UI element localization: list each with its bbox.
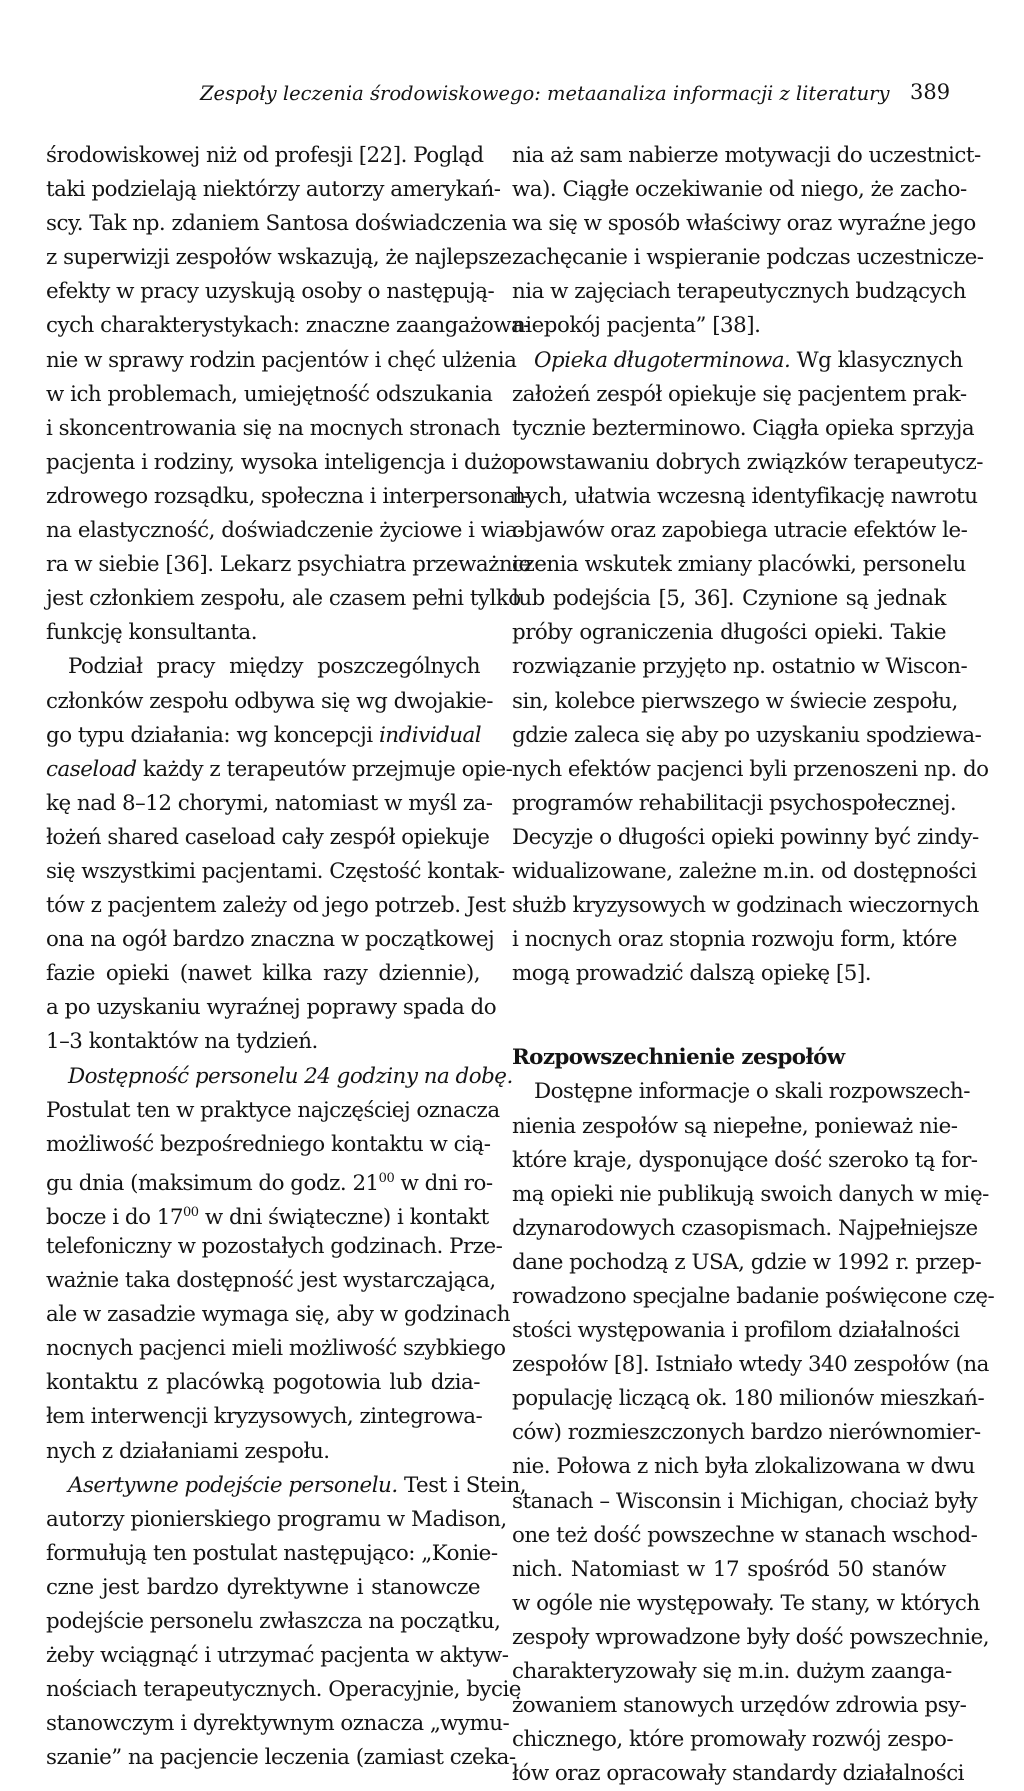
- text-line: stanowczym i dyrektywnym oznacza „wymu-: [46, 1711, 510, 1737]
- text-line: [46, 1469, 527, 1503]
- text-line: dane pochodzą z USA, gdzie w 1992 r. przep-: [512, 1249, 982, 1275]
- text-line: nia aż sam nabierze motywacji do uczestnict-: [512, 143, 981, 168]
- page-number: 389: [910, 80, 951, 104]
- superscript: 00: [378, 1170, 395, 1186]
- text-line: łożeń shared caseload cały zespół opiekuje: [46, 824, 490, 850]
- text-fragment: w dni świąteczne) i kontakt: [198, 1205, 489, 1231]
- text-line: rowadzono specjalne badanie poświęcone czę-: [512, 1284, 995, 1309]
- text-line: [46, 753, 513, 787]
- italic-subheading: Opieka długoterminowa.: [534, 347, 791, 373]
- superscript: 00: [183, 1204, 199, 1220]
- text-line: autorzy pionierskiego programu w Madison,: [46, 1506, 507, 1532]
- text-line: rozwiązanie przyjęto np. ostatnio w Wiscon-: [512, 654, 968, 680]
- text-line: objawów oraz zapobiega utracie efektów le-: [512, 518, 968, 544]
- section-spacer: [512, 991, 946, 1041]
- text-line: charakteryzowały się m.in. dużym zaanga-: [512, 1659, 952, 1685]
- text-line: jest członkiem zespołu, ale czasem pełni tylko: [46, 586, 521, 612]
- text-line: [512, 344, 963, 378]
- text-line: telefoniczny w pozostałych godzinach. Prze-: [46, 1234, 503, 1259]
- text-line: założeń zespół opiekuje się pacjentem prak-: [512, 381, 967, 407]
- text-line: formułują ten postulat następująco: „Konie-: [46, 1540, 498, 1566]
- text-line: sin, kolebce pierwszego w świecie zespołu,: [512, 688, 958, 714]
- text-line: ra w siebie [36]. Lekarz psychiatra przeważnie: [46, 552, 531, 578]
- text-line: kontaktu z placówką pogotowia lub dzia-: [46, 1370, 480, 1396]
- text-line: niepokój pacjenta” [38].: [512, 313, 761, 339]
- text-line: się wszystkimi pacjentami. Częstość kontak-: [46, 858, 505, 884]
- italic-subheading: Asertywne podejście personelu.: [68, 1472, 398, 1498]
- text-line: wa). Ciągłe oczekiwanie od niego, że zacho-: [512, 177, 967, 203]
- text-line: ale w zasadzie wymaga się, aby w godzinach: [46, 1302, 511, 1328]
- text-line: efekty w pracy uzyskują osoby o następują-: [46, 279, 495, 305]
- text-line: [46, 719, 480, 753]
- text-line: stości występowania i profilom działalności: [512, 1318, 960, 1344]
- text-line: łem interwencji kryzysowych, zintegrowa-: [46, 1404, 483, 1430]
- text-line: chicznego, które promowały rozwój zespo-: [512, 1727, 954, 1753]
- text-fragment: go typu działania: wg koncepcji: [46, 722, 373, 748]
- text-fragment: w dni ro-: [394, 1170, 493, 1196]
- text-line: nych efektów pacjenci byli przenoszeni np. do: [512, 756, 989, 782]
- text-line: cych charakterystykach: znaczne zaangażowa-: [46, 313, 530, 339]
- text-line: nościach terapeutycznych. Operacyjnie, bycie: [46, 1677, 521, 1703]
- italic-term: caseload: [46, 756, 137, 782]
- text-line: członków zespołu odbywa się wg dwojakie-: [46, 688, 494, 714]
- text-line: i skoncentrowania się na mocnych stronach: [46, 415, 501, 441]
- text-line: podejście personelu zwłaszcza na początku,: [46, 1609, 501, 1635]
- section-heading: Rozpowszechnienie zespołów: [512, 1045, 845, 1071]
- text-line: czne jest bardzo dyrektywne i stanowcze: [46, 1574, 480, 1600]
- text-line: zachęcanie i wspieranie podczas uczestnicze-: [512, 245, 984, 271]
- text-fragment: Wg klasycznych: [790, 347, 963, 373]
- text-line: tów z pacjentem zależy od jego potrzeb. Jest: [46, 893, 506, 919]
- text-line: służb kryzysowych w godzinach wieczornych: [512, 893, 979, 919]
- text-line: na elastyczność, doświadczenie życiowe i wia-: [46, 518, 524, 544]
- left-column: [46, 139, 531, 1776]
- text-line: nich. Natomiast w 17 spośród 50 stanów: [512, 1556, 946, 1582]
- text-line: [46, 1060, 513, 1094]
- text-line: nych, ułatwia wczesną identyfikację nawrotu: [512, 483, 978, 509]
- text-fragment: każdy z terapeutów przejmuje opie-: [142, 756, 513, 782]
- text-line: lub podejścia [5, 36]. Czynione są jednak: [512, 586, 946, 612]
- text-line: możliwość bezpośredniego kontaktu w cią-: [46, 1131, 491, 1157]
- text-fragment: gu dnia (maksimum do godz. 21: [46, 1170, 379, 1196]
- text-line: szanie” na pacjencie leczenia (zamiast czeka-: [46, 1745, 516, 1771]
- text-line: taki podzielają niektórzy autorzy amerykań-: [46, 177, 501, 203]
- text-line: łów oraz opracowały standardy działalności: [512, 1761, 965, 1787]
- text-line: żeby wciągnąć i utrzymać pacjenta w aktyw-: [46, 1643, 509, 1669]
- running-header: Zespoły leczenia środowiskowego: metaanaliza informacji z literatury: [200, 82, 890, 105]
- text-line: [46, 1196, 489, 1231]
- text-line: w ogóle nie występowały. Te stany, w których: [512, 1590, 980, 1616]
- text-line: nie w sprawy rodzin pacjentów i chęć ulżenia: [46, 347, 517, 373]
- right-column: [512, 139, 995, 1791]
- text-line: a po uzyskaniu wyraźnej poprawy spada do: [46, 995, 497, 1021]
- text-line: tycznie bezterminowo. Ciągła opieka sprzyja: [512, 415, 975, 441]
- text-line: funkcję konsultanta.: [46, 620, 257, 646]
- text-line: z superwizji zespołów wskazują, że najlepsze: [46, 245, 512, 271]
- text-line: ważnie taka dostępność jest wystarczająca,: [46, 1268, 496, 1294]
- text-line: nia w zajęciach terapeutycznych budzących: [512, 279, 966, 305]
- text-line: wa się w sposób właściwy oraz wyraźne jego: [512, 211, 976, 237]
- text-line: mogą prowadzić dalszą opiekę [5].: [512, 961, 872, 987]
- text-line: ona na ogół bardzo znaczna w początkowej: [46, 927, 495, 953]
- text-line: Dostępne informacje o skali rozpowszech-: [534, 1079, 970, 1105]
- text-line: scy. Tak np. zdaniem Santosa doświadczenia: [46, 211, 507, 237]
- text-line: zespoły wprowadzone były dość powszechnie,: [512, 1624, 990, 1650]
- text-line: próby ograniczenia długości opieki. Takie: [512, 620, 946, 646]
- text-line: nienia zespołów są niepełne, ponieważ nie-: [512, 1113, 958, 1139]
- text-line: populację liczącą ok. 180 milionów mieszkań-: [512, 1386, 985, 1412]
- text-line: pacjenta i rodziny, wysoka inteligencja i dużo: [46, 449, 514, 475]
- text-line: w ich problemach, umiejętność odszukania: [46, 381, 493, 407]
- text-line: kę nad 8–12 chorymi, natomiast w myśl za-: [46, 790, 493, 816]
- text-line: które kraje, dysponujące dość szeroko tą for-: [512, 1147, 978, 1173]
- text-fragment: Test i Stein,: [397, 1472, 527, 1498]
- text-line: [46, 1162, 493, 1196]
- text-line: Postulat ten w praktyce najczęściej oznacza: [46, 1097, 500, 1123]
- text-line: nych z działaniami zespołu.: [46, 1438, 330, 1464]
- text-line: powstawaniu dobrych związków terapeutycz-: [512, 449, 984, 475]
- text-line: i nocnych oraz stopnia rozwoju form, które: [512, 927, 957, 953]
- italic-term: individual: [378, 722, 482, 748]
- text-line: gdzie zaleca się aby po uzyskaniu spodziewa-: [512, 722, 982, 748]
- text-line: Decyzje o długości opieki powinny być zindy-: [512, 824, 979, 850]
- text-line: zdrowego rozsądku, społeczna i interpersonal-: [46, 483, 529, 509]
- text-line: 1–3 kontaktów na tydzień.: [46, 1029, 318, 1055]
- text-line: zespołów [8]. Istniało wtedy 340 zespołów (na: [512, 1352, 989, 1378]
- text-line: ców) rozmieszczonych bardzo nierównomier-: [512, 1420, 981, 1446]
- text-line: mą opieki nie publikują swoich danych w mię-: [512, 1181, 989, 1207]
- text-line: nocnych pacjenci mieli możliwość szybkiego: [46, 1336, 506, 1362]
- text-line: one też dość powszechne w stanach wschod-: [512, 1522, 978, 1548]
- text-line: czenia wskutek zmiany placówki, personelu: [512, 552, 966, 578]
- text-line: środowiskowej niż od profesji [22]. Pogląd: [46, 143, 484, 168]
- italic-subheading: Dostępność personelu 24 godziny na dobę.: [68, 1063, 513, 1089]
- text-line: nie. Połowa z nich była zlokalizowana w dwu: [512, 1454, 975, 1480]
- text-line: żowaniem stanowych urzędów zdrowia psy-: [512, 1693, 967, 1719]
- text-line: widualizowane, zależne m.in. od dostępności: [512, 858, 977, 884]
- text-fragment: bocze i do 17: [46, 1205, 184, 1231]
- text-line: Podział pracy między poszczególnych: [68, 654, 480, 680]
- text-line: fazie opieki (nawet kilka razy dziennie),: [46, 961, 480, 987]
- text-line: programów rehabilitacji psychospołecznej.: [512, 790, 957, 816]
- text-line: stanach – Wisconsin i Michigan, chociaż były: [512, 1488, 978, 1514]
- text-line: dzynarodowych czasopismach. Najpełniejsze: [512, 1215, 978, 1241]
